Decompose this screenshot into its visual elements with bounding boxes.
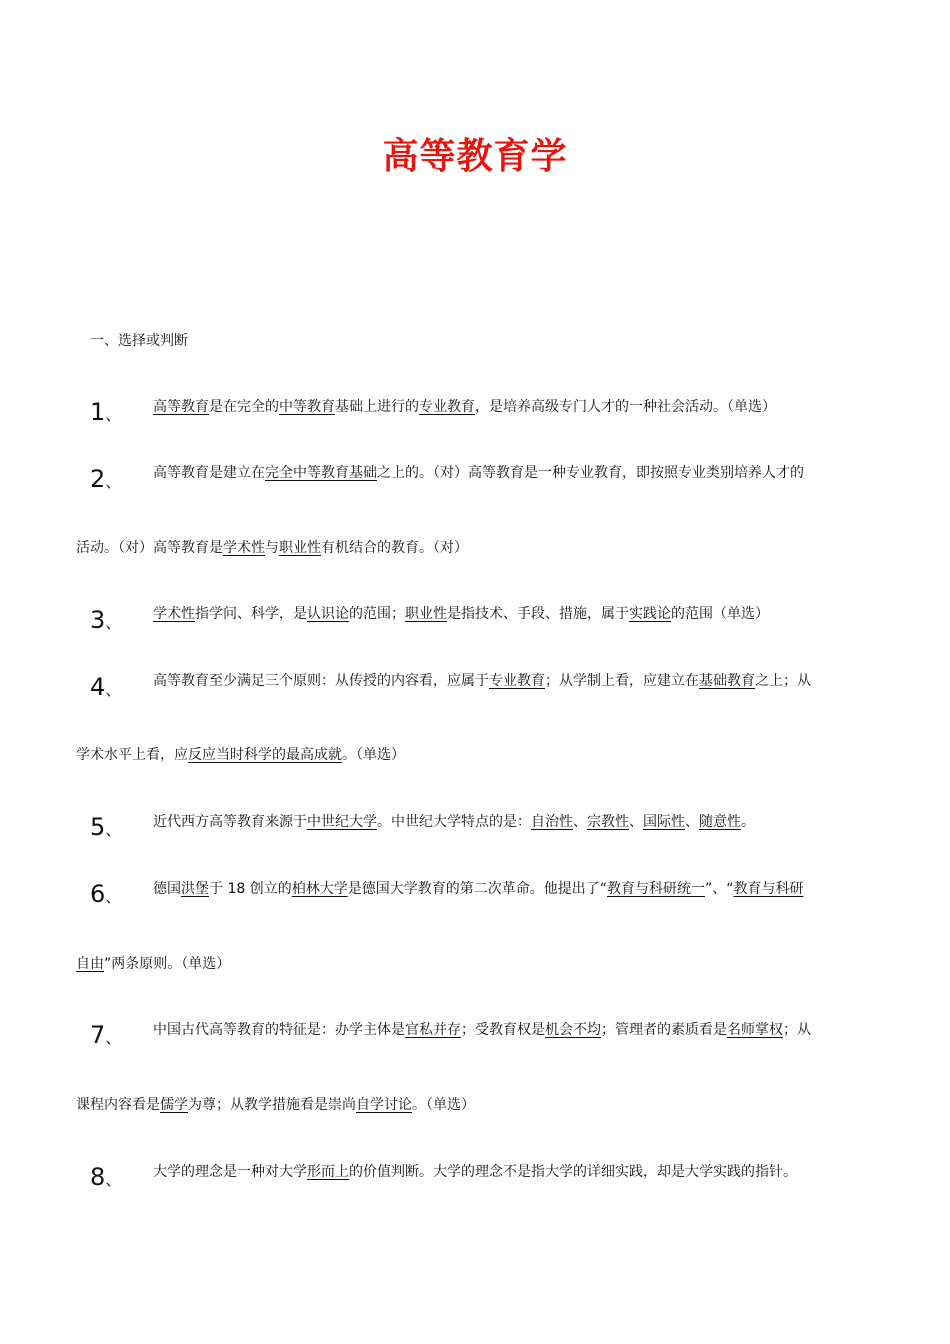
text-segment: 是指技术、手段、措施，属于 [447, 606, 629, 622]
text-segment: 的范围； [349, 606, 405, 622]
item-number-digit: 6 [90, 880, 106, 908]
underlined-term: 职业性 [405, 606, 447, 622]
underlined-term: 专业教育 [419, 399, 475, 415]
underlined-term: 机会不均 [545, 1022, 601, 1038]
item-number-digit: 8 [90, 1163, 106, 1191]
item-number: 5、 [90, 813, 122, 841]
underlined-term: 国际性 [643, 814, 685, 830]
text-segment: 。（单选） [412, 1097, 475, 1113]
text-segment: ；从 [783, 1022, 811, 1038]
item-number: 7、 [90, 1021, 122, 1049]
item-text-line [153, 397, 776, 417]
underlined-term: 职业性 [279, 540, 321, 556]
underlined-term: 宗教性 [587, 814, 629, 830]
text-segment: 学术水平上看，应 [76, 747, 188, 763]
underlined-term: 基础教育 [699, 673, 755, 689]
item-number-digit: 5 [90, 813, 106, 841]
underlined-term: 名师掌权 [727, 1022, 783, 1038]
underlined-term: 随意性 [699, 814, 741, 830]
text-segment: 课程内容看是 [76, 1097, 160, 1113]
underlined-term: 专业教育 [489, 673, 545, 689]
item-number-digit: 1 [90, 398, 106, 426]
text-segment: 德国 [153, 881, 181, 897]
text-segment: 。 [741, 814, 755, 830]
text-segment: 、 [685, 814, 699, 830]
text-segment: 与 [265, 540, 279, 556]
text-segment: 、 [629, 814, 643, 830]
underlined-term: 反应当时科学的最高成就 [188, 747, 342, 763]
underlined-term: 学术性 [153, 606, 195, 622]
underlined-term: 中世纪大学 [307, 814, 377, 830]
item-number-digit: 4 [90, 673, 106, 701]
item-number: 4、 [90, 673, 122, 701]
underlined-term: 认识论 [307, 606, 349, 622]
text-segment: 的价值判断。大学的理念不是指大学的详细实践，却是大学实践的指针。 [349, 1164, 797, 1180]
item-text-line [76, 745, 405, 765]
underlined-term: 柏林大学 [291, 881, 348, 897]
text-segment: 近代西方高等教育来源于 [153, 814, 307, 830]
text-segment: ，是培养高级专门人才的一种社会活动。（单选） [475, 399, 776, 415]
item-text-line [153, 463, 804, 483]
text-segment: 。（单选） [342, 747, 405, 763]
text-segment: 大学的理念是一种对大学 [153, 1164, 307, 1180]
item-number: 6、 [90, 880, 122, 908]
underlined-term: 自治性 [531, 814, 573, 830]
item-number: 8、 [90, 1163, 122, 1191]
text-segment: 高等教育至少满足三个原则：从传授的内容看，应属于 [153, 673, 489, 689]
text-segment: 有机结合的教育。（对） [321, 540, 468, 556]
text-segment: 。中世纪大学特点的是： [377, 814, 531, 830]
underlined-term: 中等教育 [279, 399, 335, 415]
item-text-line [153, 879, 804, 899]
underlined-term: 官私并存 [405, 1022, 461, 1038]
text-segment: ”两条原则。（单选） [104, 956, 231, 972]
item-number-digit: 3 [90, 606, 106, 634]
text-segment: ；受教育权是 [461, 1022, 545, 1038]
underlined-term: 洪堡 [181, 881, 209, 897]
document-title: 高等教育学 [382, 136, 568, 177]
text-segment: ”、“ [704, 881, 734, 897]
item-number: 3、 [90, 606, 122, 634]
underlined-term: 形而上 [307, 1164, 349, 1180]
text-segment: 为尊；从教学措施看是崇尚 [188, 1097, 356, 1113]
text-segment: 活动。（对）高等教育是 [76, 540, 223, 556]
item-text-line [76, 538, 468, 558]
underlined-term: 高等教育 [153, 399, 209, 415]
text-segment: 中国古代高等教育的特征是：办学主体是 [153, 1022, 405, 1038]
item-text-line [153, 1162, 797, 1182]
text-segment: 是德国大学教育的第二次革命。他提出了“ [347, 881, 607, 897]
text-segment: 、 [573, 814, 587, 830]
underlined-term: 实践论 [629, 606, 671, 622]
underlined-term: 学术性 [223, 540, 265, 556]
item-number-digit: 7 [90, 1021, 106, 1049]
text-segment: ；管理者的素质看是 [601, 1022, 727, 1038]
text-segment: 于 18 创立的 [209, 881, 292, 897]
text-segment: 高等教育是建立在 [153, 465, 265, 481]
item-text-line [153, 1020, 811, 1040]
underlined-term: 自由 [76, 956, 104, 972]
item-number: 2、 [90, 465, 122, 493]
item-text-line [76, 1095, 475, 1115]
underlined-term: 完全中等教育基础 [265, 465, 377, 481]
section-heading: 一、选择或判断 [90, 333, 188, 349]
underlined-term: 儒学 [160, 1097, 188, 1113]
text-segment: 基础上进行的 [335, 399, 419, 415]
item-number-digit: 2 [90, 465, 106, 493]
text-segment: 指学问、科学，是 [195, 606, 307, 622]
item-text-line [153, 812, 755, 832]
item-text-line [153, 604, 769, 624]
text-segment: ；从学制上看，应建立在 [545, 673, 699, 689]
underlined-term: 自学讨论 [356, 1097, 412, 1113]
item-number: 1、 [90, 398, 122, 426]
text-segment: 之上的。（对）高等教育是一种专业教育，即按照专业类别培养人才的 [377, 465, 804, 481]
text-segment: 是在完全的 [209, 399, 279, 415]
text-segment: 的范围（单选） [671, 606, 769, 622]
underlined-term: 教育与科研统一 [606, 881, 705, 897]
text-segment: 之上；从 [755, 673, 811, 689]
item-text-line [153, 671, 811, 691]
underlined-term: 教育与科研 [733, 881, 804, 897]
item-text-line [76, 954, 230, 974]
